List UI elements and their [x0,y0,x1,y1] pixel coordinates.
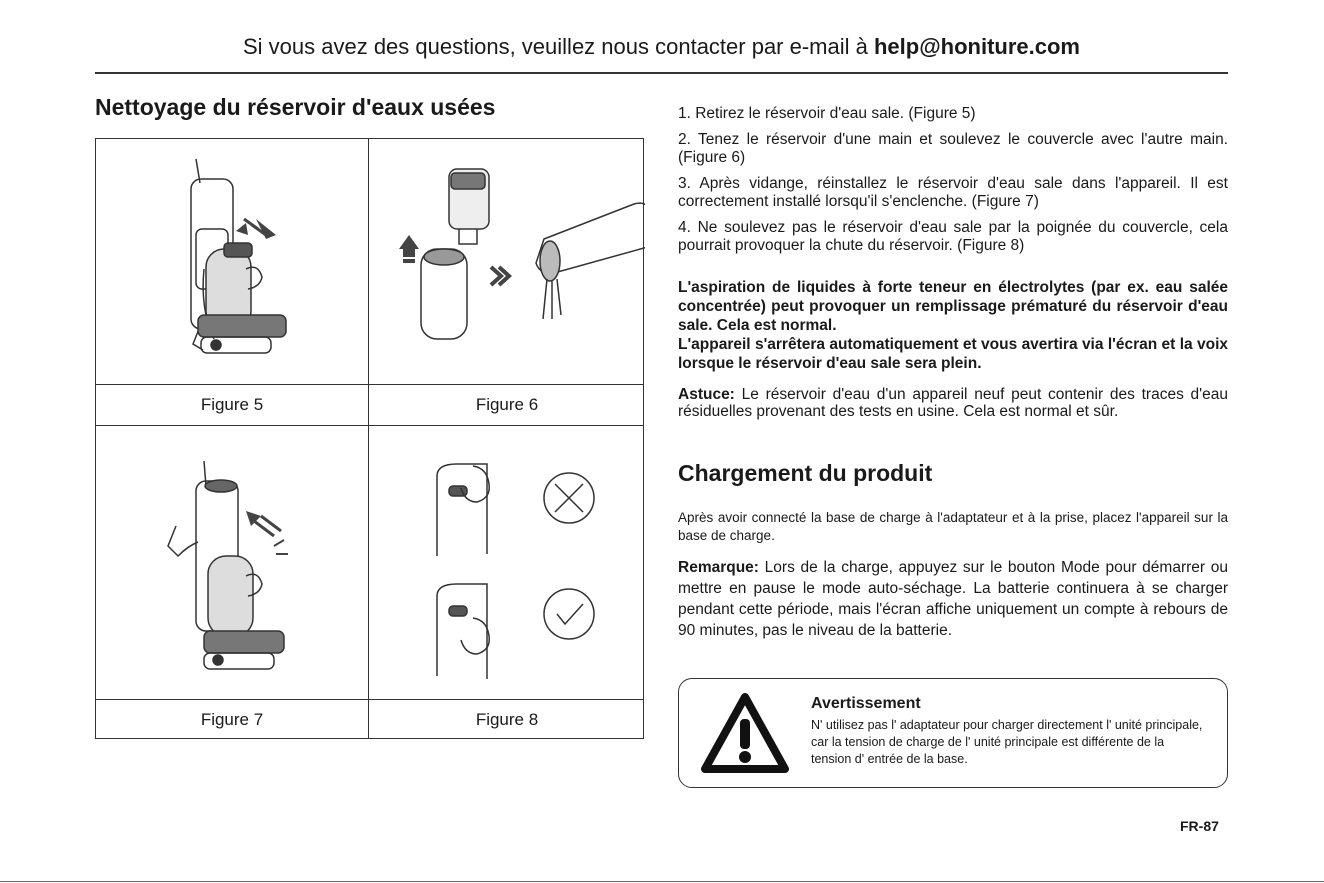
figure-caption: Figure 6 [475,395,539,414]
warning-title: Avertissement [811,695,921,712]
charging-intro-text: Après avoir connecté la base de charge à l'adaptateur et à la prise, placez l'appareil sur la base de charge. [678,510,1228,543]
cleaning-steps [678,105,1228,263]
tip-label: Astuce: [678,386,735,403]
page-number: FR-87 [1180,818,1219,834]
note-paragraph: L'aspiration de liquides à forte teneur en électrolytes (par ex. eau salée concentrée) peut provoquer un remplissage prématuré du réservoir d'eau sale. Cela est normal. [678,279,1228,334]
note-paragraph: L'appareil s'arrêtera automatiquement et vous avertira via l'écran et la voix lorsque le réservoir d'eau sale sera plein. [678,336,1228,372]
tip-text: Le réservoir d'eau d'un appareil neuf peut contenir des traces d'eau résiduelles provenant des tests en usine. Cela est normal et sûr. [678,386,1228,420]
header-text: Si vous avez des questions, veuillez nous contacter par e-mail à [242,34,874,59]
header-divider [95,72,1228,74]
step-item: 1. Retirez le réservoir d'eau sale. (Figure 5) [678,105,976,122]
step-item: 4. Ne soulevez pas le réservoir d'eau sale par la poignée du couvercle, cela pourrait provoquer la chute du réservoir. (Figure 8) [678,219,1228,254]
cleaning-section-title: Nettoyage du réservoir d'eaux usées [95,94,496,120]
note-text: Lors de la charge, appuyez sur le bouton Mode pour démarrer ou mettre en pause le mode auto-séchage. La batterie continuera à se charger pendant cette période, mais l'écran affiche uniquement un compte à rebours de 90 minutes, pas le niveau de la batterie. [678,559,1228,639]
step-item: 3. Après vidange, réinstallez le réservoir d'eau sale dans l'appareil. Il est correctement installé lorsqu'il s'enclenche. (Figure 7) [678,175,1228,210]
bottom-divider [0,881,1324,882]
figure-7-illustration [96,426,368,699]
contact-email: help@honiture.com [873,34,1080,59]
figure-caption: Figure 7 [200,710,264,729]
step-item: 2. Tenez le réservoir d'une main et soulevez le couvercle avec l'autre main. (Figure 6) [678,131,1228,166]
page-header [95,32,1228,62]
figure-6-illustration [369,139,645,384]
figure-caption: Figure 8 [475,710,539,729]
charging-note [678,557,1228,641]
warning-triangle-icon [699,691,791,777]
figure-grid [95,138,644,739]
figure-5-illustration [96,139,368,384]
figure-caption: Figure 5 [200,395,264,414]
warning-text: N' utilisez pas l' adaptateur pour charger directement l' unité principale, car la tension de charge de l' unité principale est différente de la tension d' entrée de la base. [811,718,1203,766]
note-label: Remarque: [678,559,759,576]
tip-paragraph [678,386,1228,420]
electrolyte-notes [678,278,1228,373]
charging-intro [678,509,1228,545]
figure-8-illustration [369,426,645,699]
charging-section-title: Chargement du produit [678,460,933,486]
warning-box [678,678,1228,788]
